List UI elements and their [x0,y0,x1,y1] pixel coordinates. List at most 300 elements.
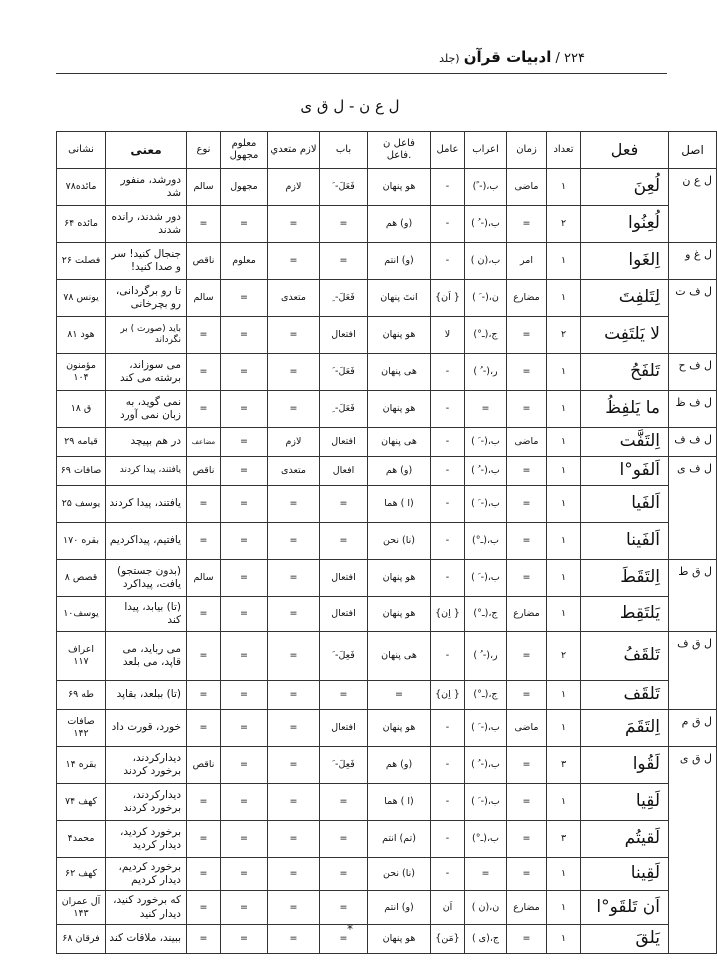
tense-cell: = [507,354,547,391]
tense-cell: امر [507,243,547,280]
amil-cell: - [431,858,465,891]
root-cell: ل ف ی [669,457,717,560]
volume-label: (جلد [439,52,460,65]
count-cell: ۱ [547,243,581,280]
malum-cell: = [221,710,268,747]
meaning-cell: یافتیم، پیداکردیم [106,523,187,560]
count-cell: ۱ [547,681,581,710]
bab-cell: = [320,681,368,710]
malum-cell: = [221,681,268,710]
table-row [57,632,717,681]
reference-cell: بقره ۱۴ [57,747,106,784]
amil-cell: - [431,391,465,428]
tense-cell: = [507,486,547,523]
verb-cell: تَلفَحُ [581,354,669,391]
bab-cell: فَعَلَ- ِ [320,391,368,428]
irab-cell: ب،(ـ°) [465,821,507,858]
meaning-cell: (تا) بیابد، پیدا کند [106,597,187,632]
bab-cell: فَعَلَ- َ [320,169,368,206]
reference-cell: صافات ۱۴۲ [57,710,106,747]
tense-cell: مضارع [507,891,547,925]
count-cell: ۱ [547,784,581,821]
verb-cell: لَقُوا [581,747,669,784]
lazim-cell: = [268,391,320,428]
count-cell: ۱ [547,523,581,560]
type-cell: = [187,597,221,632]
table-row [57,457,717,486]
type-cell: ناقص [187,243,221,280]
verb-cell: اَلفَو°ا [581,457,669,486]
amil-cell: اَن [431,891,465,925]
type-cell: = [187,784,221,821]
lazim-cell: = [268,710,320,747]
fail-cell: هی پنهان [368,632,431,681]
malum-cell: = [221,858,268,891]
fail-cell: هو پنهان [368,169,431,206]
count-cell: ۱ [547,891,581,925]
bab-cell: = [320,858,368,891]
meaning-cell: دیدارکردند، برخورد کردند [106,784,187,821]
meaning-cell: خورد، قورت داد [106,710,187,747]
book-title: ادبیات قرآن [463,48,552,66]
page-number: ۲۲۴ [564,51,585,66]
verb-cell: اَن تَلقَو°ا [581,891,669,925]
fail-cell: (ا ) هما [368,784,431,821]
tense-cell: = [507,632,547,681]
root-cell: ل ف ت [669,280,717,354]
malum-cell: = [221,821,268,858]
type-cell: = [187,632,221,681]
malum-cell: = [221,457,268,486]
malum-cell: = [221,486,268,523]
tense-cell: ماضی [507,710,547,747]
irab-cell: ج،(ـ°) [465,317,507,354]
root-cell: ل ق م [669,710,717,747]
malum-cell: = [221,925,268,954]
table-header-row [57,132,717,169]
bab-cell: = [320,784,368,821]
fail-cell: هی پنهان [368,428,431,457]
header-rule [56,73,667,74]
root-cell: ل ق ی [669,747,717,954]
malum-cell: = [221,891,268,925]
amil-cell: - [431,206,465,243]
table-row [57,681,717,710]
reference-cell: یوسف ۲۵ [57,486,106,523]
reference-cell: قصص ۸ [57,560,106,597]
root-cell: ل ع ن [669,169,717,243]
col-header-fail: فاعل ن .فاعل [368,132,431,169]
root-cell: ل ف ح [669,354,717,391]
table-row [57,317,717,354]
amil-cell: - [431,169,465,206]
count-cell: ۱ [547,457,581,486]
amil-cell: { اِن} [431,597,465,632]
meaning-cell: در هم بپیچد [106,428,187,457]
verb-cell: اَلفَیا [581,486,669,523]
meaning-cell: دور شدند، رانده شدند [106,206,187,243]
malum-cell: = [221,354,268,391]
table-row [57,821,717,858]
col-header-ref: نشانی [57,132,106,169]
meaning-cell: می رباید، می قاپد، می بلعد [106,632,187,681]
reference-cell: یوسف۱۰ [57,597,106,632]
table-row [57,206,717,243]
lazim-cell: = [268,821,320,858]
malum-cell: = [221,523,268,560]
type-cell: = [187,925,221,954]
irab-cell: ب،(- َ ) [465,560,507,597]
fail-cell: (نا) نحن [368,858,431,891]
reference-cell: بقره ۱۷۰ [57,523,106,560]
irab-cell: ب،(- ُ ) [465,457,507,486]
irab-cell: = [465,391,507,428]
meaning-cell: جنجال کنید! سر و صدا کنید! [106,243,187,280]
count-cell: ۱ [547,858,581,891]
irab-cell: ب،(ن ) [465,243,507,280]
type-cell: = [187,710,221,747]
fail-cell: (و) انتم [368,243,431,280]
reference-cell: یونس ۷۸ [57,280,106,317]
table-row [57,280,717,317]
footer-mark: * [347,922,353,936]
verb-cell: اَلفَینا [581,523,669,560]
verb-analysis-table [56,131,717,954]
irab-cell: ن،(- َ ) [465,280,507,317]
tense-cell: = [507,560,547,597]
malum-cell: = [221,280,268,317]
type-cell: = [187,317,221,354]
table-row [57,243,717,280]
verb-cell: اِلتَقَمَ [581,710,669,747]
fail-cell: هی پنهان [368,354,431,391]
meaning-cell: دیدارکردند، برخورد کردند [106,747,187,784]
fail-cell: (و) هم [368,206,431,243]
irab-cell: ج،(ی ) [465,925,507,954]
lazim-cell: = [268,243,320,280]
malum-cell: = [221,747,268,784]
count-cell: ۱ [547,428,581,457]
fail-cell: (نا) نحن [368,523,431,560]
amil-cell: { اَن} [431,280,465,317]
bab-cell: = [320,243,368,280]
count-cell: ۱ [547,280,581,317]
reference-cell: محمد۴ [57,821,106,858]
col-header-lazim: لازم متعدي [268,132,320,169]
fail-cell: هو پنهان [368,925,431,954]
lazim-cell: متعدی [268,280,320,317]
malum-cell: = [221,597,268,632]
meaning-cell: باید (صورت ) بر نگرداند [106,317,187,354]
verb-cell: لُعِنُوا [581,206,669,243]
bab-cell: فَعَلَ- َ [320,354,368,391]
amil-cell: - [431,560,465,597]
bab-cell: فَعِلَ- َ [320,747,368,784]
amil-cell: - [431,632,465,681]
bab-cell: فَعِلَ- َ [320,632,368,681]
col-header-amil: عامل [431,132,465,169]
meaning-cell: دورشد، منفور شد [106,169,187,206]
table-row [57,784,717,821]
verb-cell: تَلقَف [581,681,669,710]
lazim-cell: = [268,206,320,243]
meaning-cell: برخورد کردید، دیدار کردید [106,821,187,858]
reference-cell: صافات ۶۹ [57,457,106,486]
reference-cell: مائده ۶۴ [57,206,106,243]
verb-cell: تَلقَفُ [581,632,669,681]
bab-cell: افتعال [320,560,368,597]
lazim-cell: = [268,681,320,710]
reference-cell: قیامه ۲۹ [57,428,106,457]
col-header-meaning: معنی [106,132,187,169]
tense-cell: = [507,821,547,858]
verb-cell: لُعِنَ [581,169,669,206]
lazim-cell: لازم [268,428,320,457]
malum-cell: معلوم [221,243,268,280]
table-row [57,597,717,632]
fail-cell: هو پنهان [368,317,431,354]
count-cell: ۲ [547,206,581,243]
root-cell: ل ق ط [669,560,717,632]
bab-cell: = [320,821,368,858]
meaning-cell: ببیند، ملاقات کند [106,925,187,954]
tense-cell: = [507,681,547,710]
amil-cell: - [431,243,465,280]
count-cell: ۱ [547,354,581,391]
tense-cell: ماضی [507,428,547,457]
table-row [57,747,717,784]
lazim-cell: = [268,632,320,681]
table-row [57,428,717,457]
amil-cell: - [431,710,465,747]
tense-cell: ماضی [507,169,547,206]
table-row [57,523,717,560]
type-cell: = [187,681,221,710]
amil-cell: - [431,747,465,784]
type-cell: سالم [187,169,221,206]
bab-cell: افتعال [320,317,368,354]
col-header-irab: اعراب [465,132,507,169]
bab-cell: افتعال [320,428,368,457]
table-row [57,710,717,747]
malum-cell: مجهول [221,169,268,206]
verb-cell: لا یَلتَفِت [581,317,669,354]
irab-cell: ب،(- ً) [465,169,507,206]
irab-cell: = [465,858,507,891]
count-cell: ۱ [547,391,581,428]
tense-cell: = [507,747,547,784]
fail-cell: (و) انتم [368,891,431,925]
lazim-cell: متعدی [268,457,320,486]
malum-cell: = [221,560,268,597]
count-cell: ۲ [547,632,581,681]
table-row [57,891,717,925]
lazim-cell: = [268,354,320,391]
lazim-cell: لازم [268,169,320,206]
bab-cell: افتعال [320,597,368,632]
verb-cell: اِلتَفَّت [581,428,669,457]
type-cell: ناقص [187,457,221,486]
header-separator: / [555,51,560,66]
meaning-cell: که برخورد کنید، دیدار کنید [106,891,187,925]
fail-cell: (و) هم [368,457,431,486]
fail-cell: (و) هم [368,747,431,784]
count-cell: ۳ [547,747,581,784]
tense-cell: = [507,391,547,428]
verb-cell: ما یَلفِظُ [581,391,669,428]
tense-cell: = [507,858,547,891]
table-row [57,391,717,428]
lazim-cell: = [268,317,320,354]
col-header-type: نوع [187,132,221,169]
reference-cell: مائده۷۸ [57,169,106,206]
bab-cell: = [320,206,368,243]
irab-cell: ر،(- ُ ) [465,632,507,681]
lazim-cell: = [268,747,320,784]
table-row [57,354,717,391]
meaning-cell: نمی گوید، به زبان نمی آورد [106,391,187,428]
table-row [57,169,717,206]
reference-cell: ق ۱۸ [57,391,106,428]
count-cell: ۱ [547,597,581,632]
count-cell: ۱ [547,925,581,954]
type-cell: = [187,858,221,891]
lazim-cell: = [268,784,320,821]
reference-cell: مؤمنون ۱۰۴ [57,354,106,391]
col-header-verb: فعل [581,132,669,169]
tense-cell: = [507,784,547,821]
meaning-cell: تا رو برگردانی، رو بچرخانی [106,280,187,317]
irab-cell: ب،(- َ ) [465,710,507,747]
tense-cell: = [507,317,547,354]
bab-cell: = [320,891,368,925]
count-cell: ۲ [547,317,581,354]
count-cell: ۱ [547,710,581,747]
table-row [57,858,717,891]
verb-cell: لِتَلفِتَ [581,280,669,317]
amil-cell: { اِن} [431,681,465,710]
malum-cell: = [221,391,268,428]
table-row [57,560,717,597]
type-cell: ناقص [187,747,221,784]
lazim-cell: = [268,523,320,560]
malum-cell: = [221,317,268,354]
bab-cell: افعال [320,457,368,486]
amil-cell: - [431,486,465,523]
fail-cell: هو پنهان [368,391,431,428]
lazim-cell: = [268,486,320,523]
reference-cell: کهف ۶۲ [57,858,106,891]
irab-cell: ن،(ن ) [465,891,507,925]
type-cell: = [187,206,221,243]
verb-cell: یَلتَقِط [581,597,669,632]
verb-cell: اِلغَوا [581,243,669,280]
verb-cell: اِلتَقَطَ [581,560,669,597]
count-cell: ۳ [547,821,581,858]
verb-cell: لَقِیا [581,784,669,821]
meaning-cell: می سوزاند، برشته می کند [106,354,187,391]
reference-cell: کهف ۷۴ [57,784,106,821]
type-cell: = [187,486,221,523]
root-cell: ل ف ف [669,428,717,457]
count-cell: ۱ [547,486,581,523]
reference-cell: آل عمران ۱۴۳ [57,891,106,925]
irab-cell: ج،(ـ°) [465,597,507,632]
irab-cell: ر،(- ُ ) [465,354,507,391]
col-header-tense: زمان [507,132,547,169]
amil-cell: - [431,428,465,457]
page-title: ل ع ن - ل ق ی [300,97,400,115]
meaning-cell: برخورد کردیم، دیدار کردیم [106,858,187,891]
amil-cell: لا [431,317,465,354]
fail-cell: (ا ) هما [368,486,431,523]
root-cell: ل غ و [669,243,717,280]
tense-cell: مضارع [507,597,547,632]
fail-cell: هو پنهان [368,560,431,597]
irab-cell: ب،(ـ°) [465,523,507,560]
col-header-bab: باب [320,132,368,169]
fail-cell: (تم) انتم [368,821,431,858]
table-row [57,486,717,523]
col-header-count: تعداد [547,132,581,169]
type-cell: مضاعف [187,428,221,457]
reference-cell: هود ۸۱ [57,317,106,354]
col-header-root: اصل [669,132,717,169]
malum-cell: = [221,428,268,457]
meaning-cell: یافتند، پیدا کردند [106,486,187,523]
type-cell: = [187,354,221,391]
bab-cell: = [320,486,368,523]
fail-cell: انتَ پنهان [368,280,431,317]
malum-cell: = [221,632,268,681]
type-cell: = [187,391,221,428]
type-cell: = [187,891,221,925]
fail-cell: هو پنهان [368,597,431,632]
irab-cell: ب،(- َ ) [465,784,507,821]
verb-cell: لَقِینا [581,858,669,891]
reference-cell: اعراف ۱۱۷ [57,632,106,681]
irab-cell: ج،(ـ°) [465,681,507,710]
amil-cell: - [431,821,465,858]
reference-cell: فصلت ۲۶ [57,243,106,280]
irab-cell: ب،(- َ ) [465,428,507,457]
type-cell: = [187,523,221,560]
verb-cell: یَلقَ [581,925,669,954]
amil-cell: - [431,457,465,486]
malum-cell: = [221,206,268,243]
tense-cell: = [507,457,547,486]
count-cell: ۱ [547,560,581,597]
amil-cell: - [431,354,465,391]
root-cell: ل ق ف [669,632,717,710]
irab-cell: ب،(- َ ) [465,486,507,523]
reference-cell: فرقان ۶۸ [57,925,106,954]
tense-cell: مضارع [507,280,547,317]
table-body [57,169,717,954]
amil-cell: {مَن} [431,925,465,954]
lazim-cell: = [268,597,320,632]
meaning-cell: (بدون جستجو) یافت، پیداکرد [106,560,187,597]
fail-cell: = [368,681,431,710]
lazim-cell: = [268,925,320,954]
meaning-cell: یافتند، پیدا کردند [106,457,187,486]
tense-cell: = [507,523,547,560]
type-cell: = [187,821,221,858]
root-cell: ل ف ظ [669,391,717,428]
tense-cell: = [507,206,547,243]
bab-cell: = [320,523,368,560]
amil-cell: - [431,784,465,821]
